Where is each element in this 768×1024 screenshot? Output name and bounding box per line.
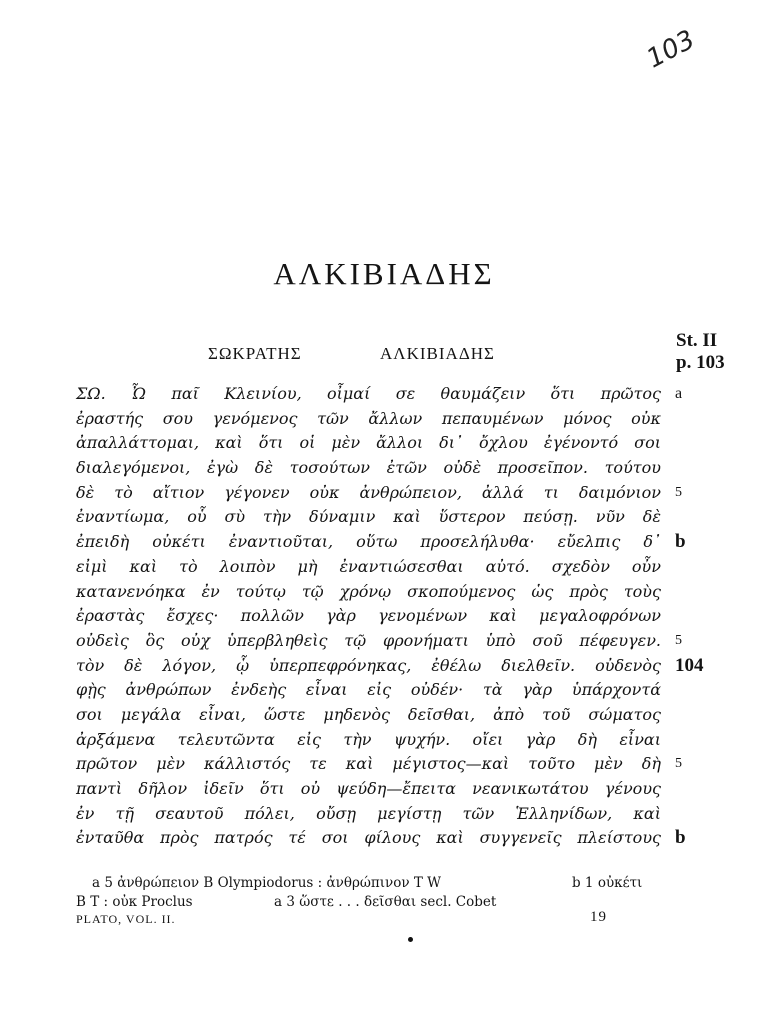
note-line xyxy=(76,893,661,912)
line-text: ἐπειδὴ οὐκέτι ἐναντιοῦται, οὕτω προσελήλυθα· εὔελπις δ᾽ xyxy=(76,532,661,552)
text-line xyxy=(76,382,683,407)
text-line xyxy=(76,580,661,605)
text-line xyxy=(76,728,661,753)
text-line xyxy=(76,629,682,654)
footer-signature-number: 19 xyxy=(590,909,607,925)
stephanus-page: p. 103 xyxy=(676,352,725,373)
text-line xyxy=(76,678,661,703)
text-line xyxy=(76,505,661,530)
text-line xyxy=(76,826,686,851)
line-text: ἐνταῦθα πρὸς πατρός τέ σοι φίλους καὶ συγγενεῖς πλείστους xyxy=(76,828,661,848)
text-line xyxy=(76,530,686,555)
line-text: φῂς ἀνθρώπων ἐνδεὴς εἶναι εἰς οὐδέν· τὰ γὰρ ὑπάρχοντά xyxy=(76,680,661,700)
stephanus-reference xyxy=(676,330,725,374)
text-line xyxy=(76,654,704,679)
line-text: κατανενόηκα ἐν τούτῳ τῷ χρόνῳ σκοπούμενος ὡς πρὸς τοὺς xyxy=(76,581,661,601)
margin-marker: 104 xyxy=(675,654,704,676)
text-line xyxy=(76,555,661,580)
line-text: ἀρξάμενα τελευτῶντα εἰς τὴν ψυχήν. οἴει γὰρ δὴ εἶναι xyxy=(76,729,661,749)
line-text: ἐραστὰς ἔσχες· πολλῶν γὰρ γενομένων καὶ μεγαλοφρόνων xyxy=(76,606,661,626)
line-text: ἐραστής σου γενόμενος τῶν ἄλλων πεπαυμένων μόνος οὐκ xyxy=(76,408,661,428)
text-line xyxy=(76,703,661,728)
text-line xyxy=(76,407,661,432)
stephanus-volume: St. II xyxy=(676,330,718,351)
margin-marker: b xyxy=(675,531,686,553)
line-text: σοι μεγάλα εἶναι, ὥστε μηδενὸς δεῖσθαι, ἀπὸ τοῦ σώματος xyxy=(76,704,661,724)
line-text: δὲ τὸ αἴτιον γέγονεν οὐκ ἀνθρώπειον, ἀλλά τι δαιμόνιον xyxy=(76,482,661,502)
line-text: οὐδεὶς ὃς οὐχ ὑπερβληθεὶς τῷ φρονήματι ὑπὸ σοῦ πέφευγεν. xyxy=(76,630,661,650)
note-text: b 1 οὐκέτι xyxy=(572,875,643,891)
margin-marker: 5 xyxy=(675,632,682,648)
margin-marker: a xyxy=(675,385,683,402)
text-line xyxy=(76,777,661,802)
line-text: διαλεγόμενοι, ἐγὼ δὲ τοσούτων ἐτῶν οὐδὲ προσεῖπον. τούτου xyxy=(76,458,661,478)
text-line xyxy=(76,431,661,456)
text-line xyxy=(76,481,682,506)
line-text: ἀπαλλάττομαι, καὶ ὅτι οἱ μὲν ἄλλοι δι᾽ ὄχλου ἐγένοντό σοι xyxy=(76,433,661,453)
line-text: ἐν τῇ σεαυτοῦ πόλει, οὔσῃ μεγίστῃ τῶν Ἑλληνίδων, καὶ xyxy=(76,803,661,823)
line-text: παντὶ δῆλον ἰδεῖν ὅτι οὐ ψεύδη—ἔπειτα νεανικωτάτου γένους xyxy=(76,779,661,798)
line-text: ΣΩ. Ὦ παῖ Κλεινίου, οἶμαί σε θαυμάζειν ὅτι πρῶτος xyxy=(76,384,661,403)
note-text: B T : οὐκ Proclus xyxy=(76,894,193,910)
footer-volume: PLATO, VOL. II. xyxy=(76,912,176,926)
note-line xyxy=(76,874,661,893)
line-text: τὸν δὲ λόγον, ᾧ ὑπερπεφρόνηκας, ἐθέλω διελθεῖν. οὐδενὸς xyxy=(76,655,661,675)
margin-marker: 5 xyxy=(675,484,682,500)
page-title: ΑΛΚΙΒΙΑΔΗΣ xyxy=(273,256,495,291)
speaker-name-socrates: ΣΩΚΡΑΤΗΣ xyxy=(208,344,302,363)
speaker-name-alcibiades: ΑΛΚΙΒΙΑΔΗΣ xyxy=(380,344,495,363)
text-line xyxy=(76,802,661,827)
text-line xyxy=(76,456,661,481)
line-text: εἰμὶ καὶ τὸ λοιπὸν μὴ ἐναντιώσεσθαι αὐτό. σχεδὸν οὖν xyxy=(76,556,661,576)
margin-marker: b xyxy=(675,827,686,849)
line-text: ἐναντίωμα, οὗ σὺ τὴν δύναμιν καὶ ὕστερον πεύσῃ. νῦν δὲ xyxy=(76,507,661,527)
line-text: πρῶτον μὲν κάλλιστός τε καὶ μέγιστος—καὶ τοῦτο μὲν δὴ xyxy=(76,754,661,774)
text-line xyxy=(76,752,682,777)
note-text: a 5 ἀνθρώπειον B Olympiodorus : ἀνθρώπινον T W xyxy=(92,875,442,891)
margin-marker: 5 xyxy=(675,756,682,772)
apparatus-criticus xyxy=(76,874,661,912)
text-line xyxy=(76,604,661,629)
handwritten-page-number: 103 xyxy=(642,24,700,75)
ink-dot xyxy=(408,937,413,942)
greek-text-body xyxy=(76,382,704,851)
note-text: a 3 ὥστε . . . δεῖσθαι secl. Cobet xyxy=(274,894,497,910)
